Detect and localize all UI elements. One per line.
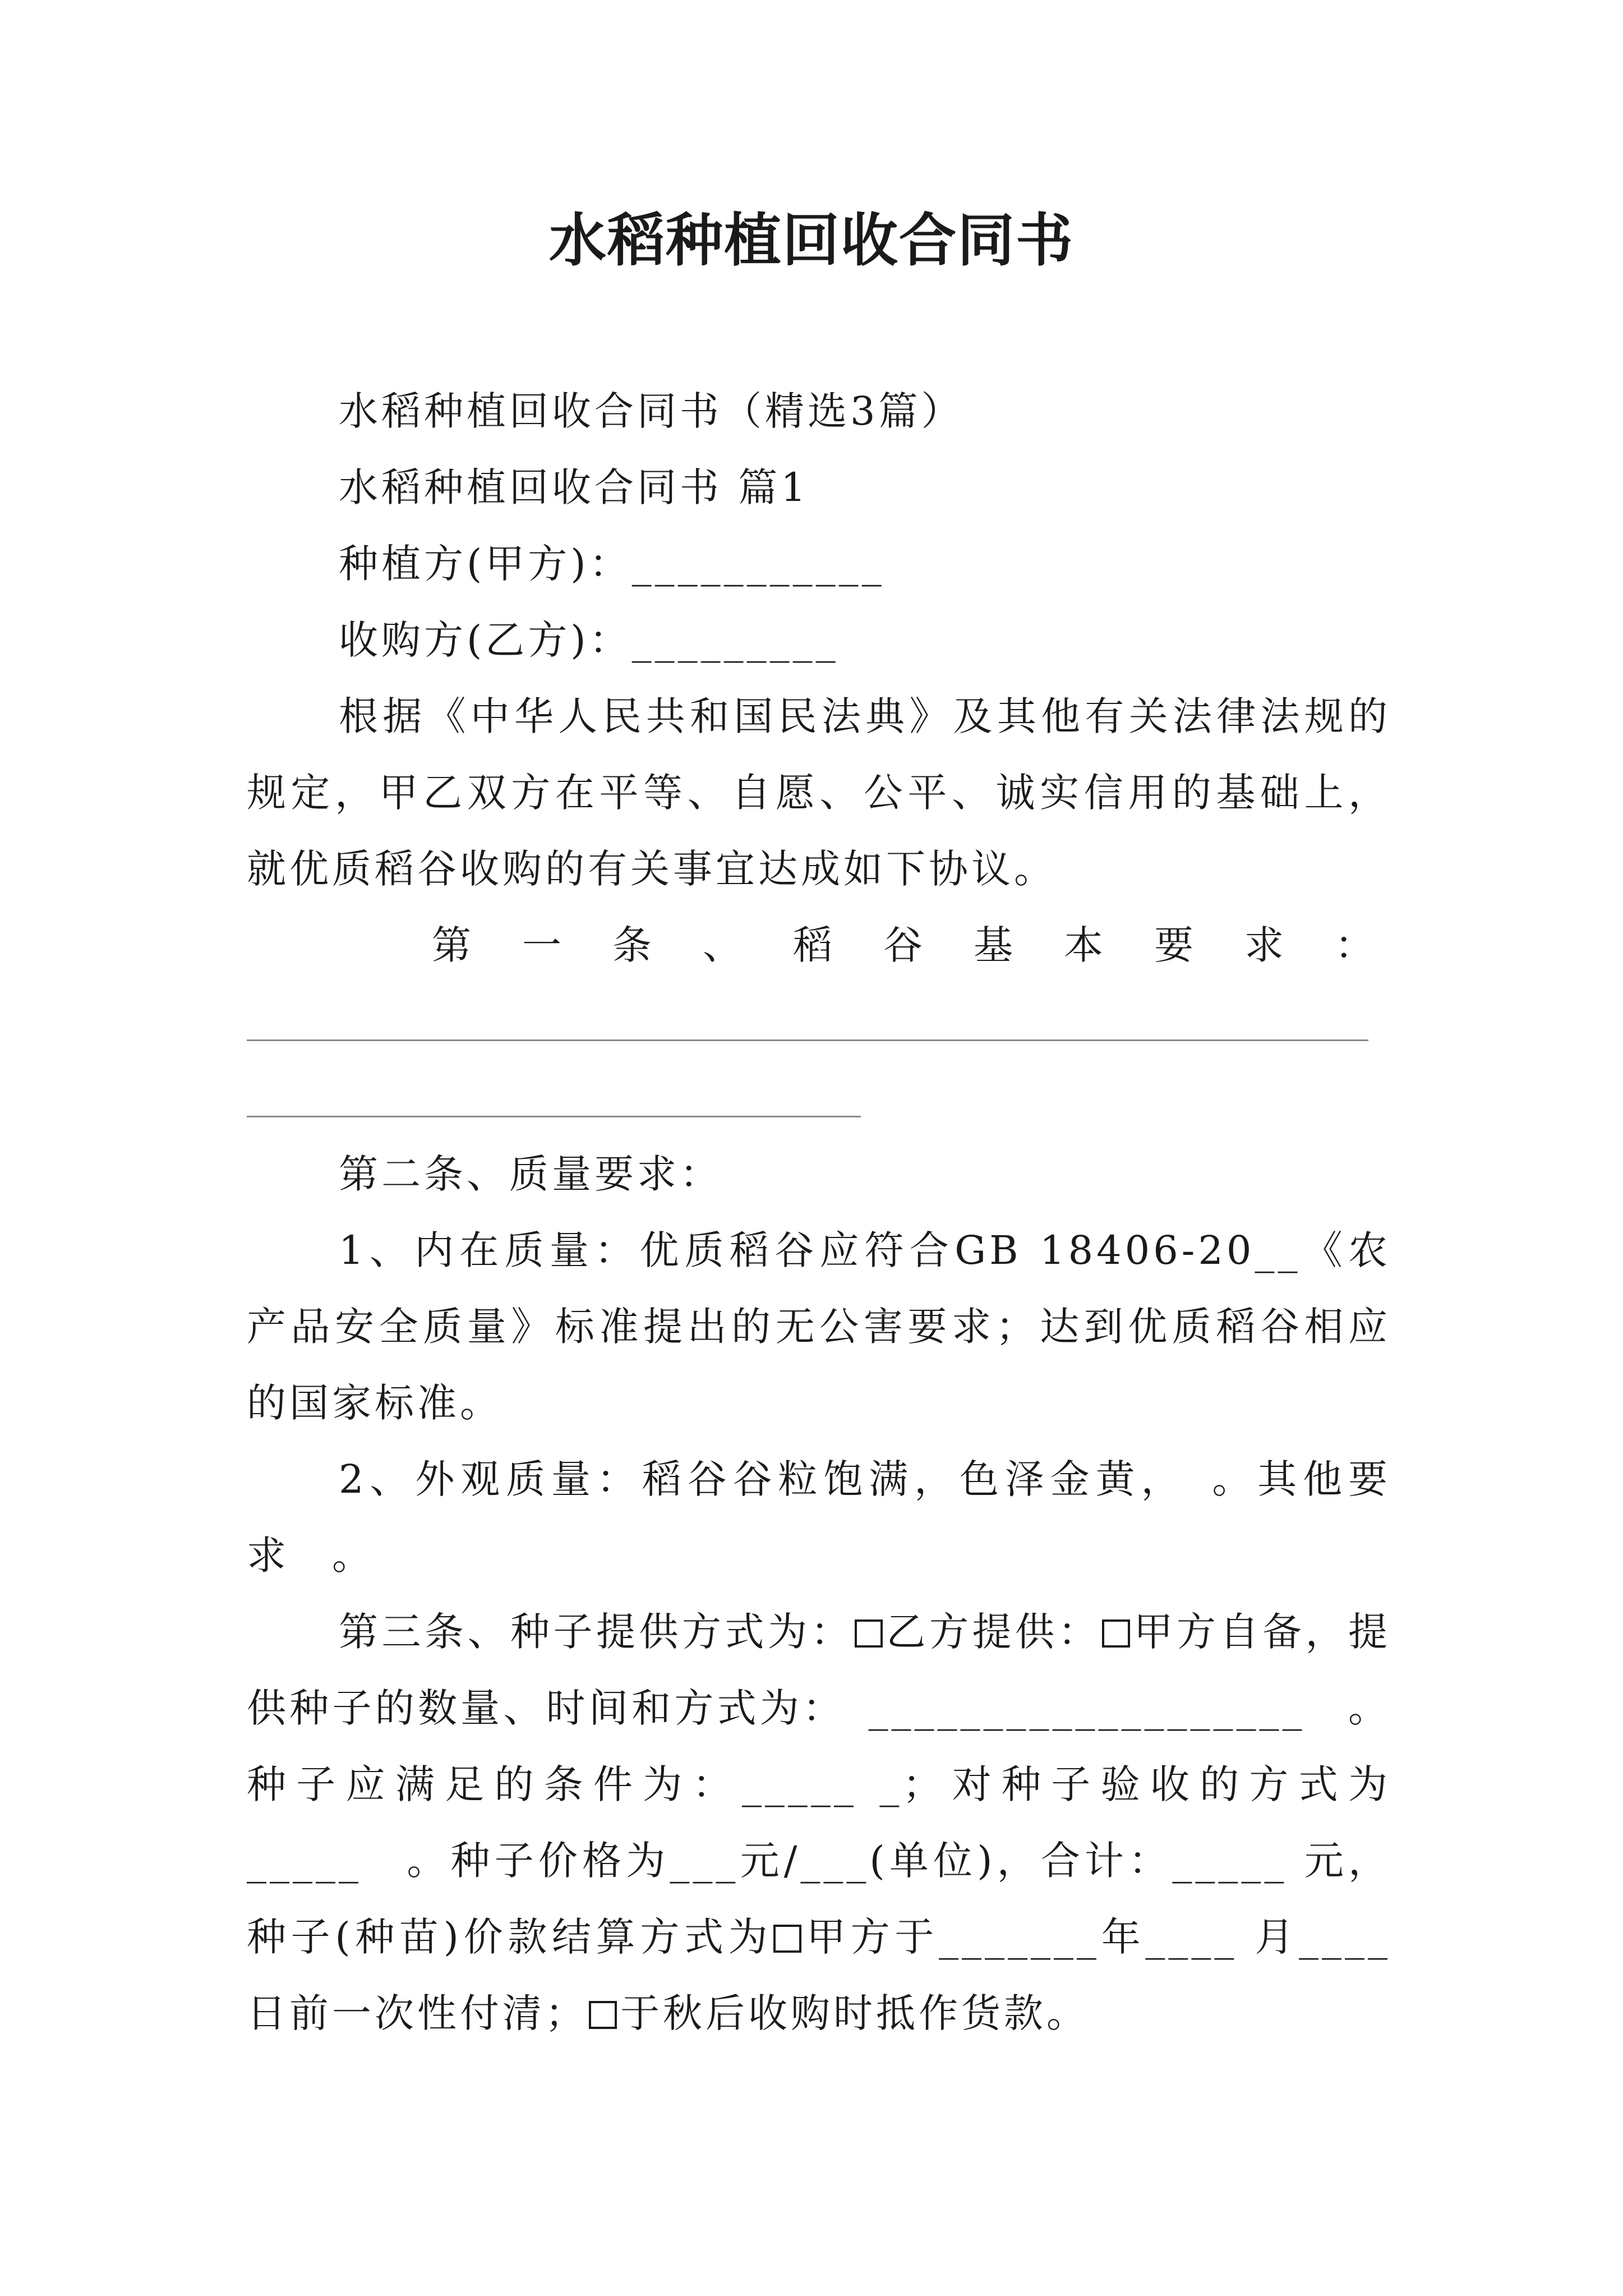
article-3-option-b: 乙方提供： [886,1609,1101,1655]
article-1-char: 基 [974,922,1013,968]
article-1-char: 要 [1154,922,1193,968]
blank-rule [247,1039,1368,1041]
article-1-blank-line-1 [247,983,1391,1060]
article-2-item-2: 2、外观质量：稻谷谷粒饱满，色泽金黄， 。其他要求 。 [247,1456,1391,1579]
checkbox-icon [589,2001,617,2029]
article-3-payment-option-2: 于秋后收购时抵作货款。 [620,1990,1089,2036]
article-3-paragraph [247,1594,1391,2051]
checkbox-icon [1102,1619,1130,1648]
article-1-char: 求 [1244,922,1284,968]
document-subtitle: 水稻种植回收合同书（精选3篇） [339,388,964,434]
article-1-char: 条 [612,922,652,968]
article-1-char: 、 [703,922,742,968]
article-2-heading: 第二条、质量要求： [339,1151,722,1197]
article-1-char: ： [1335,922,1374,968]
article-3-payment-option-1: 甲方于_______年____ 月____日前一次性付清； [247,1914,1391,2036]
document-title: 水稻种植回收合同书 [549,208,1074,274]
party-b-line: 收购方(乙方)：_________ [339,617,839,663]
preamble-paragraph: 根据《中华人民共和国民法典》及其他有关法律法规的规定，甲乙双方在平等、自愿、公平、诚实信用的基础上，就优质稻谷收购的有关事宜达成如下协议。 [247,693,1391,892]
article-1-char: 本 [1064,922,1103,968]
article-3-option-a: 甲方自备，提供种子的数量、时间和方式为： ___________________ 。种子应满足的条件为：_____ _；对种子验收的方式为_____ 。种子价格为___元/___(单位)，合计：_____ 元，种子(种苗)价款结算方式为 [247,1609,1391,1960]
section-label: 水稻种植回收合同书 篇1 [339,464,809,510]
article-1-char: 稻 [793,922,832,968]
article-1-char: 一 [522,922,561,968]
blank-rule [247,1116,861,1117]
article-2-item-1: 1、内在质量：优质稻谷应符合GB 18406-20__《农产品安全质量》标准提出的无公害要求；达到优质稻谷相应的国家标准。 [247,1227,1391,1426]
article-1-char: 第 [432,922,471,968]
party-a-line: 种植方(甲方)：___________ [339,541,885,587]
article-1-char: 谷 [883,922,923,968]
checkbox-icon [773,1925,801,1953]
article-1-heading [247,907,1391,983]
document-body [247,373,1391,2051]
article-3-lead: 第三条、种子提供方式为： [339,1609,854,1655]
article-1-blank-line-2 [247,1060,1391,1136]
checkbox-icon [855,1619,883,1648]
